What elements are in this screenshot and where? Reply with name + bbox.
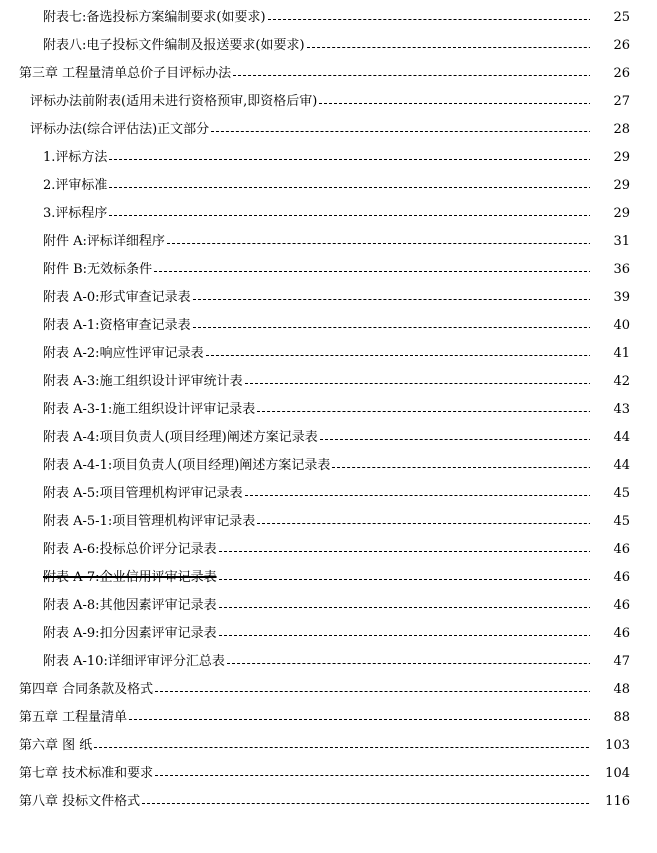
toc-entry[interactable]	[0, 424, 657, 452]
toc-entry-title: 附表 A-8:其他因素评审记录表	[43, 592, 218, 620]
toc-entry-page-number: 42	[590, 368, 630, 396]
toc-entry-title: 附表 A-7:企业信用评审记录表	[43, 564, 218, 592]
toc-entry-page-number: 46	[590, 536, 630, 564]
toc-entry-page-number: 46	[590, 620, 630, 648]
toc-entry[interactable]	[0, 648, 657, 676]
toc-dot-leader	[109, 144, 612, 172]
toc-entry[interactable]	[0, 564, 657, 592]
toc-entry-title: 第四章 合同条款及格式	[19, 676, 154, 704]
toc-dot-leader	[109, 172, 612, 200]
toc-dot-leader	[320, 424, 612, 452]
toc-entry-title: 附表 A-9:扣分因素评审记录表	[43, 620, 218, 648]
toc-entry-title: 附表 A-0:形式审查记录表	[43, 284, 192, 312]
toc-entry[interactable]	[0, 312, 657, 340]
toc-entry-title: 附表 A-10:详细评审评分汇总表	[43, 648, 226, 676]
toc-entry-title: 第三章 工程量清单总价子目评标办法	[19, 60, 232, 88]
toc-dot-leader	[109, 200, 612, 228]
toc-entry[interactable]	[0, 592, 657, 620]
toc-entry-page-number: 45	[590, 508, 630, 536]
toc-entry-page-number: 39	[590, 284, 630, 312]
toc-entry-title: 附表 A-1:资格审查记录表	[43, 312, 192, 340]
toc-entry-page-number: 25	[590, 4, 630, 32]
toc-entry[interactable]	[0, 536, 657, 564]
toc-entry-title: 附表 A-3:施工组织设计评审统计表	[43, 368, 244, 396]
toc-entry-title: 评标办法(综合评估法)正文部分	[30, 116, 210, 144]
toc-entry[interactable]	[0, 200, 657, 228]
toc-entry-title: 附表 A-3-1:施工组织设计评审记录表	[43, 396, 256, 424]
toc-dot-leader	[245, 480, 612, 508]
toc-dot-leader	[154, 256, 612, 284]
toc-dot-leader	[167, 228, 612, 256]
toc-entry-page-number: 45	[590, 480, 630, 508]
toc-dot-leader	[155, 760, 604, 788]
toc-entry-title: 第五章 工程量清单	[19, 704, 128, 732]
toc-entry-page-number: 46	[590, 592, 630, 620]
toc-entry-page-number: 47	[590, 648, 630, 676]
toc-entry-page-number: 116	[590, 788, 630, 816]
toc-entry-title: 附表八:电子投标文件编制及报送要求(如要求)	[43, 32, 306, 60]
table-of-contents	[0, 4, 657, 816]
toc-entry-title: 附表 A-4:项目负责人(项目经理)阐述方案记录表	[43, 424, 319, 452]
toc-entry[interactable]	[0, 452, 657, 480]
toc-dot-leader	[193, 284, 612, 312]
toc-entry-page-number: 88	[590, 704, 630, 732]
toc-entry-title: 2.评审标准	[43, 172, 108, 200]
toc-entry[interactable]	[0, 368, 657, 396]
toc-entry-page-number: 40	[590, 312, 630, 340]
toc-dot-leader	[211, 116, 612, 144]
toc-entry-title: 评标办法前附表(适用未进行资格预审,即资格后审)	[30, 88, 318, 116]
toc-entry[interactable]	[0, 760, 657, 788]
toc-entry[interactable]	[0, 676, 657, 704]
toc-entry[interactable]	[0, 60, 657, 88]
toc-entry[interactable]	[0, 508, 657, 536]
toc-entry[interactable]	[0, 704, 657, 732]
toc-entry-page-number: 41	[590, 340, 630, 368]
toc-entry-page-number: 27	[590, 88, 630, 116]
toc-dot-leader	[319, 88, 612, 116]
toc-dot-leader	[219, 592, 612, 620]
toc-entry-title: 3.评标程序	[43, 200, 108, 228]
toc-entry[interactable]	[0, 480, 657, 508]
toc-entry-page-number: 28	[590, 116, 630, 144]
toc-entry-page-number: 104	[590, 760, 630, 788]
toc-dot-leader	[193, 312, 612, 340]
toc-entry-title: 1.评标方法	[43, 144, 108, 172]
toc-entry-title: 附表 A-5-1:项目管理机构评审记录表	[43, 508, 256, 536]
toc-dot-leader	[219, 620, 612, 648]
toc-entry-title: 附表 A-6:投标总价评分记录表	[43, 536, 218, 564]
toc-dot-leader	[94, 732, 604, 760]
toc-dot-leader	[332, 452, 612, 480]
toc-entry[interactable]	[0, 284, 657, 312]
toc-entry-page-number: 29	[590, 200, 630, 228]
toc-dot-leader	[268, 4, 612, 32]
toc-entry-title: 附表七:备选投标方案编制要求(如要求)	[43, 4, 267, 32]
toc-entry-page-number: 29	[590, 172, 630, 200]
toc-entry[interactable]	[0, 172, 657, 200]
toc-entry-title: 第八章 投标文件格式	[19, 788, 141, 816]
toc-entry-title: 附件 B:无效标条件	[43, 256, 153, 284]
toc-entry-page-number: 103	[590, 732, 630, 760]
toc-entry-page-number: 43	[590, 396, 630, 424]
toc-entry[interactable]	[0, 116, 657, 144]
toc-entry-page-number: 44	[590, 424, 630, 452]
toc-dot-leader	[227, 648, 612, 676]
toc-entry[interactable]	[0, 4, 657, 32]
toc-entry[interactable]	[0, 256, 657, 284]
toc-entry-page-number: 44	[590, 452, 630, 480]
toc-entry[interactable]	[0, 144, 657, 172]
toc-entry-title: 附表 A-5:项目管理机构评审记录表	[43, 480, 244, 508]
toc-entry[interactable]	[0, 396, 657, 424]
toc-dot-leader	[307, 32, 612, 60]
toc-entry-title: 第七章 技术标准和要求	[19, 760, 154, 788]
toc-entry-title: 附表 A-2:响应性评审记录表	[43, 340, 205, 368]
toc-dot-leader	[257, 508, 612, 536]
toc-entry[interactable]	[0, 340, 657, 368]
toc-dot-leader	[245, 368, 612, 396]
toc-dot-leader	[129, 704, 612, 732]
toc-entry-title: 附表 A-4-1:项目负责人(项目经理)阐述方案记录表	[43, 452, 331, 480]
toc-dot-leader	[219, 536, 612, 564]
toc-entry-page-number: 31	[590, 228, 630, 256]
toc-dot-leader	[155, 676, 612, 704]
toc-entry[interactable]	[0, 32, 657, 60]
toc-entry[interactable]	[0, 620, 657, 648]
toc-dot-leader	[233, 60, 612, 88]
toc-entry-page-number: 26	[590, 60, 630, 88]
toc-entry-page-number: 26	[590, 32, 630, 60]
toc-entry-page-number: 46	[590, 564, 630, 592]
toc-entry-page-number: 48	[590, 676, 630, 704]
toc-entry-title: 第六章 图 纸	[19, 732, 93, 760]
toc-entry[interactable]	[0, 732, 657, 760]
toc-entry-page-number: 36	[590, 256, 630, 284]
toc-dot-leader	[206, 340, 612, 368]
toc-entry[interactable]	[0, 788, 657, 816]
toc-entry-title: 附件 A:评标详细程序	[43, 228, 166, 256]
toc-dot-leader	[257, 396, 612, 424]
toc-entry[interactable]	[0, 228, 657, 256]
toc-entry-page-number: 29	[590, 144, 630, 172]
toc-dot-leader	[142, 788, 604, 816]
toc-dot-leader	[219, 564, 612, 592]
toc-entry[interactable]	[0, 88, 657, 116]
